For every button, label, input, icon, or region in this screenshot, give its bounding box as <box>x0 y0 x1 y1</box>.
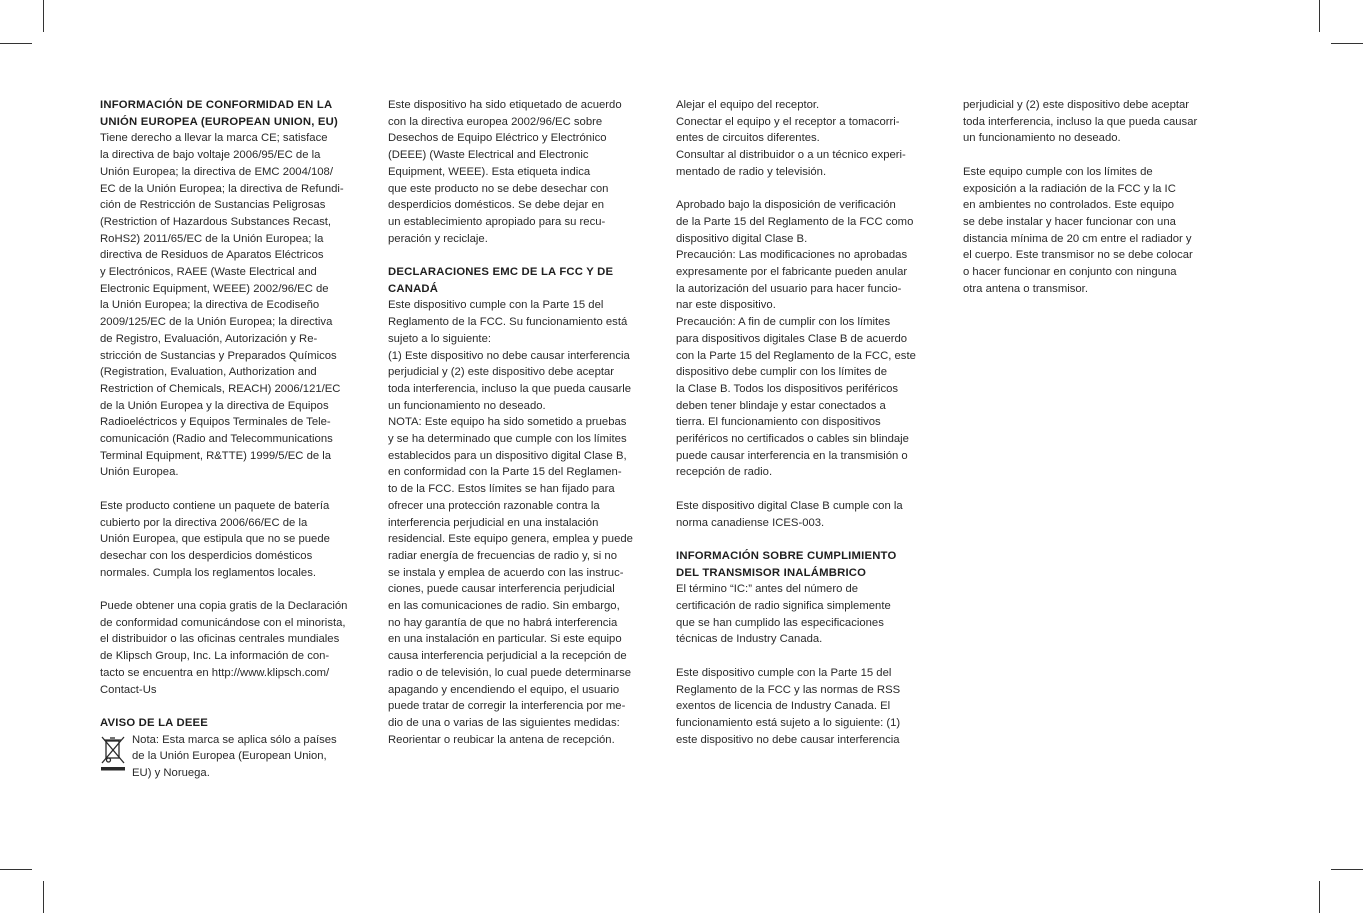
fcc-approval-text: Aprobado bajo la disposición de verificación de la Parte 15 del Reglamento de la FCC como dispositivo digital Clase B. Precaución: Las modificaciones no aprobadas expresamente por el fabricante pueden anular la autorización del usuario para hacer funcio- nar este dispositivo. Precaución: A fin de cumplir con los límites para dispositivos digitales Clase B de acuerdo con la Parte 15 del Reglamento de la FCC, este dispositivo debe cumplir con los límites de la Clase B. Todos los dispositivos periféricos deben tener blindaje y estar conectados a tierra. El funcionamiento con dispositivos periféricos no certificados o cables sin blindaje puede causar interferencia en la transmisión o recepción de radio. <box>676 199 916 479</box>
crop-mark <box>0 43 32 44</box>
weee-note-text: Nota: Esta marca se aplica sólo a países de la Unión Europea (European Union, EU) y Noruega. <box>132 733 337 780</box>
crop-mark <box>1319 0 1320 32</box>
column-4 <box>963 97 1231 297</box>
column-2 <box>388 97 656 748</box>
crop-mark <box>43 881 44 913</box>
crop-mark <box>43 0 44 32</box>
rss-compliance-text: Este dispositivo cumple con la Parte 15 del Reglamento de la FCC y las normas de RSS exentos de licencia de Industry Canada. El funcionamiento está sujeto a lo siguiente: (1) este dispositivo no debe causar interferencia <box>676 666 901 746</box>
column-3 <box>676 97 944 748</box>
declaration-copy-text: Puede obtener una copia gratis de la Declaración de conformidad comunicándose con el minorista, el distribuidor o las oficinas centrales mundiales de Klipsch Group, Inc. La información de con- tacto se encuentra en http://www.klipsch.com/ Contact-Us <box>100 600 348 696</box>
ices-compliance-text: Este dispositivo digital Clase B cumple con la norma canadiense ICES-003. <box>676 499 903 529</box>
eu-compliance-text: Tiene derecho a llevar la marca CE; satisface la directiva de bajo voltaje 2006/95/EC de la Unión Europea; la directiva de EMC 2004/108/ EC de la Unión Europea; la directiva de Refundi- ción de Restricción de Sustancias Peligrosas (Restriction of Hazardous Substances Recast, RoHS2) 2011/65/EC de la Unión Europea; la directiva de Residuos de Aparatos Eléctricos y Electrónicos, RAEE (Waste Electrical and Electronic Equipment, WEEE) 2002/96/EC de la Unión Europea; la directiva de Ecodiseño 2009/125/EC de la Unión Europea; la directiva de Registro, Evaluación, Autorización y Re- stricción de Sustancias y Preparados Químicos (Registration, Evaluation, Authorization and Restriction of Chemicals, REACH) 2006/121/EC de la Unión Europea y la directiva de Equipos Radioeléctricos y Equipos Terminales de Tele- comunicación (Radio and Telecommunications Terminal Equipment, R&TTE) 1999/5/EC de la Unión Europea. <box>100 132 344 479</box>
weee-label-text: Este dispositivo ha sido etiquetado de acuerdo con la directiva europea 2002/96/EC sobre Desechos de Equipo Eléctrico y Electrónico (DEEE) (Waste Electrical and Electronic Equipment, WEEE). Esta etiqueta indica que este producto no se debe desechar con desperdicios domésticos. Se debe dejar en un establecimiento apropiado para su recu- peración y reciclaje. <box>388 99 622 245</box>
battery-directive-text: Este producto contiene un paquete de batería cubierto por la directiva 2006/66/EC de la Unión Europea, que estipula que no se puede desechar con los desperdicios domésticos normales. Cumpla los reglamentos locales. <box>100 499 330 579</box>
interference-continued-text: perjudicial y (2) este dispositivo debe aceptar toda interferencia, incluso la que pueda causar un funcionamiento no deseado. <box>963 99 1198 145</box>
weee-notice-heading: AVISO DE LA DEEE <box>100 716 209 729</box>
crop-mark <box>0 869 32 870</box>
wireless-compliance-heading: INFORMACIÓN SOBRE CUMPLIMIENTO DEL TRANSMISOR INALÁMBRICO <box>676 549 897 579</box>
crop-mark <box>1331 869 1363 870</box>
column-1 <box>100 97 366 782</box>
ic-term-text: El término “IC:” antes del número de certificación de radio significa simplemente que se han cumplido las especificaciones técnicas de Industry Canada. <box>676 583 891 646</box>
fcc-measures-text: Alejar el equipo del receptor. Conectar el equipo y el receptor a tomacorri- entes de circuitos diferentes. Consultar al distribuidor o a un técnico experi- mentado de radio y televisión. <box>676 99 906 178</box>
radiation-exposure-text: Este equipo cumple con los límites de exposición a la radiación de la FCC y la IC en ambientes no controlados. Este equipo se debe instalar y hacer funcionar con una distancia mínima de 20 cm entre el radiador y el cuerpo. Este transmisor no se debe colocar o hacer funcionar en conjunto con ninguna otra antena o transmisor. <box>963 165 1193 295</box>
eu-compliance-heading: INFORMACIÓN DE CONFORMIDAD EN LA UNIÓN EUROPEA (EUROPEAN UNION, EU) <box>100 99 338 128</box>
crossed-out-wheelie-bin-icon <box>100 733 126 773</box>
fcc-canada-emc-heading: DECLARACIONES EMC DE LA FCC Y DE CANADÁ <box>388 266 614 295</box>
crop-mark <box>1331 43 1363 44</box>
crop-mark <box>1319 881 1320 913</box>
fcc-compliance-text: Este dispositivo cumple con la Parte 15 del Reglamento de la FCC. Su funcionamiento está sujeto a lo siguiente: (1) Este dispositivo no debe causar interferencia perjudicial y (2) este dispositivo debe aceptar toda interferencia, incluso la que pueda causarle un funcionamiento no deseado. NOTA: Este equipo ha sido sometido a pruebas y se ha determinado que cumple con los límites establecidos para un dispositivo digital Clase B, en conformidad con la Parte 15 del Reglamen- to de la FCC. Estos límites se han fijado para ofrecer una protección razonable contra la interferencia perjudicial en una instalación residencial. Este equipo genera, emplea y puede radiar energía de frecuencias de radio y, si no se instala y emplea de acuerdo con las instruc- ciones, puede causar interferencia perjudicial en las comunicaciones de radio. Sin embargo, no hay garantía de que no habrá interferencia en una instalación en particular. Si este equipo causa interferencia perjudicial a la recepción de radio o de televisión, lo cual puede determinarse apagando y encendiendo el equipo, el usuario puede tratar de corregir la interferencia por me- dio de una o varias de las siguientes medidas: Reorientar o reubicar la antena de recepción. <box>388 299 633 746</box>
weee-note <box>100 732 366 782</box>
